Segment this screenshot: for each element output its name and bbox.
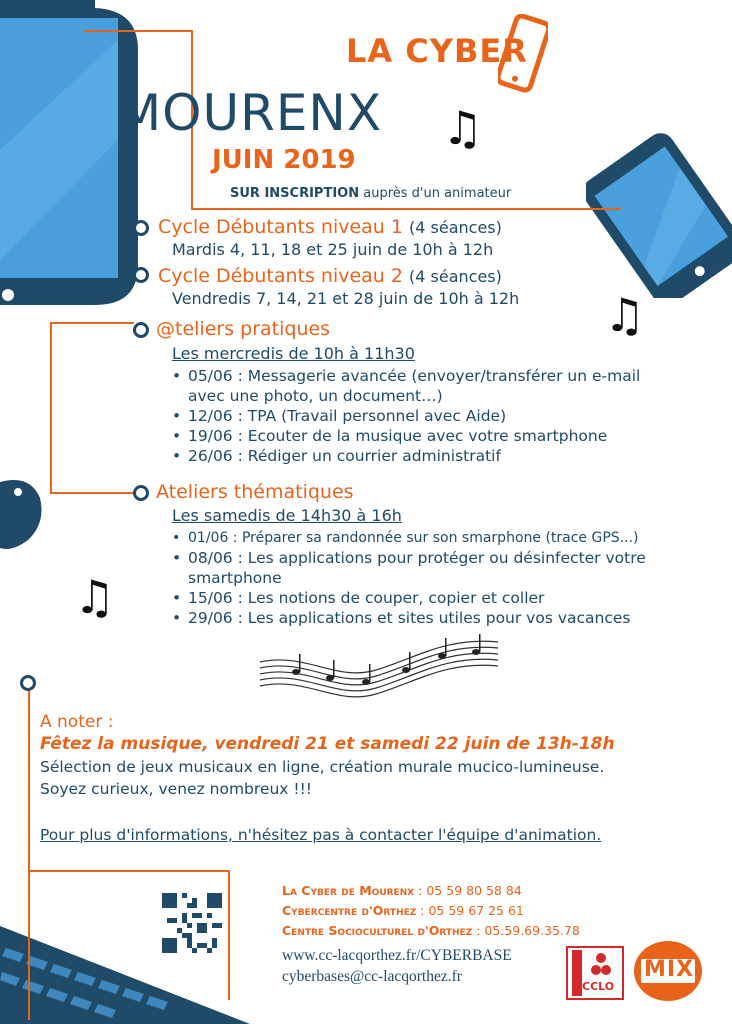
smartphone-logo-icon	[498, 14, 548, 94]
section-dot	[133, 322, 149, 338]
cycle1-title-text: Cycle Débutants niveau 1	[158, 216, 403, 238]
section-dot	[133, 267, 149, 283]
ateliers-pratiques-list	[172, 366, 652, 466]
cycle2-title	[158, 265, 502, 287]
cycle2-detail: Vendredis 7, 14, 21 et 28 juin de 10h à 12h	[172, 289, 520, 308]
contact-row	[282, 921, 580, 941]
inscription-bold: SUR INSCRIPTION	[230, 186, 360, 201]
ateliers-thematiques-title: Ateliers thématiques	[156, 481, 354, 503]
list-item: • 05/06 : Messagerie avancée (envoyer/transférer un e-mail avec une photo, un document…)	[172, 366, 652, 406]
cycle2-sessions: (4 séances)	[409, 267, 502, 286]
city-title: MOURENX	[118, 84, 383, 142]
list-item: • 01/06 : Préparer sa randonnée sur son smarphone (trace GPS...)	[172, 528, 712, 548]
cclo-logo-text: CCLO	[582, 980, 615, 993]
contact-name: Cybercentre d'Orthez	[282, 903, 417, 918]
list-item: • 15/06 : Les notions de couper, copier et coller	[172, 588, 712, 608]
ateliers-pratiques-title: @teliers pratiques	[156, 318, 331, 340]
note-line2: Soyez curieux, venez nombreux !!!	[40, 780, 313, 798]
mix-logo-text: MIX	[644, 957, 695, 982]
cycle1-title	[158, 216, 502, 238]
music-staff-illustration	[256, 632, 502, 704]
month-title: JUIN 2019	[212, 145, 356, 175]
cycle1-detail: Mardis 4, 11, 18 et 25 juin de 10h à 12h	[172, 240, 494, 259]
contact-phone: : 05 59 80 58 84	[418, 883, 522, 898]
list-item: • 29/06 : Les applications et sites utiles pour vos vacances	[172, 608, 712, 628]
cclo-logo	[566, 946, 624, 1000]
cycle1-sessions: (4 séances)	[409, 218, 502, 237]
contact-phone: : 05 59 67 25 61	[420, 903, 524, 918]
list-item: • 08/06 : Les applications pour protéger ou désinfecter votre smartphone	[172, 548, 712, 588]
contact-phone: : 05.59.69.35.78	[476, 923, 580, 938]
list-item: • 12/06 : TPA (Travail personnel avec Aide)	[172, 406, 652, 426]
music-note-icon: ♫	[74, 570, 116, 624]
tablet-illustration	[0, 0, 140, 310]
list-item: • 26/06 : Rédiger un courrier administratif	[172, 446, 652, 466]
cycle2-title-text: Cycle Débutants niveau 2	[158, 265, 403, 287]
inscription-note	[230, 186, 511, 201]
music-note-icon: ♫	[604, 288, 646, 342]
list-item: • 19/06 : Ecouter de la musique avec votre smartphone	[172, 426, 652, 446]
inscription-rest: auprès d'un animateur	[363, 186, 512, 201]
music-note-icon: ♫	[442, 101, 484, 155]
contact-name: Centre Socioculturel d'Orthez	[282, 923, 473, 938]
smartphone-illustration	[586, 128, 732, 298]
la-cyber-logo: LA CYBER	[346, 32, 528, 70]
note-dot	[20, 675, 36, 691]
contact-row	[282, 881, 580, 901]
mix-logo	[634, 941, 702, 1001]
section-dot	[133, 485, 149, 501]
contact-list	[282, 881, 580, 941]
note-event: Fêtez la musique, vendredi 21 et samedi 22 juin de 13h-18h	[40, 734, 615, 754]
mouse-illustration	[0, 478, 44, 552]
contact-name: La Cyber de Mourenx	[282, 883, 415, 898]
ateliers-thematiques-schedule: Les samedis de 14h30 à 16h	[172, 506, 402, 525]
ateliers-pratiques-schedule: Les mercredis de 10h à 11h30	[172, 344, 415, 363]
qr-code	[162, 893, 222, 953]
contact-row	[282, 901, 580, 921]
email-link[interactable]: cyberbases@cc-lacqorthez.fr	[282, 968, 462, 985]
section-dot	[133, 220, 149, 236]
info-link[interactable]: Pour plus d'informations, n'hésitez pas à contacter l'équipe d'animation.	[40, 826, 602, 844]
website-link[interactable]: www.cc-lacqorthez.fr/CYBERBASE	[282, 947, 512, 964]
ateliers-thematiques-list	[172, 528, 712, 628]
note-line1: Sélection de jeux musicaux en ligne, création murale mucico-lumineuse.	[40, 758, 605, 776]
note-label: A noter :	[40, 712, 114, 732]
